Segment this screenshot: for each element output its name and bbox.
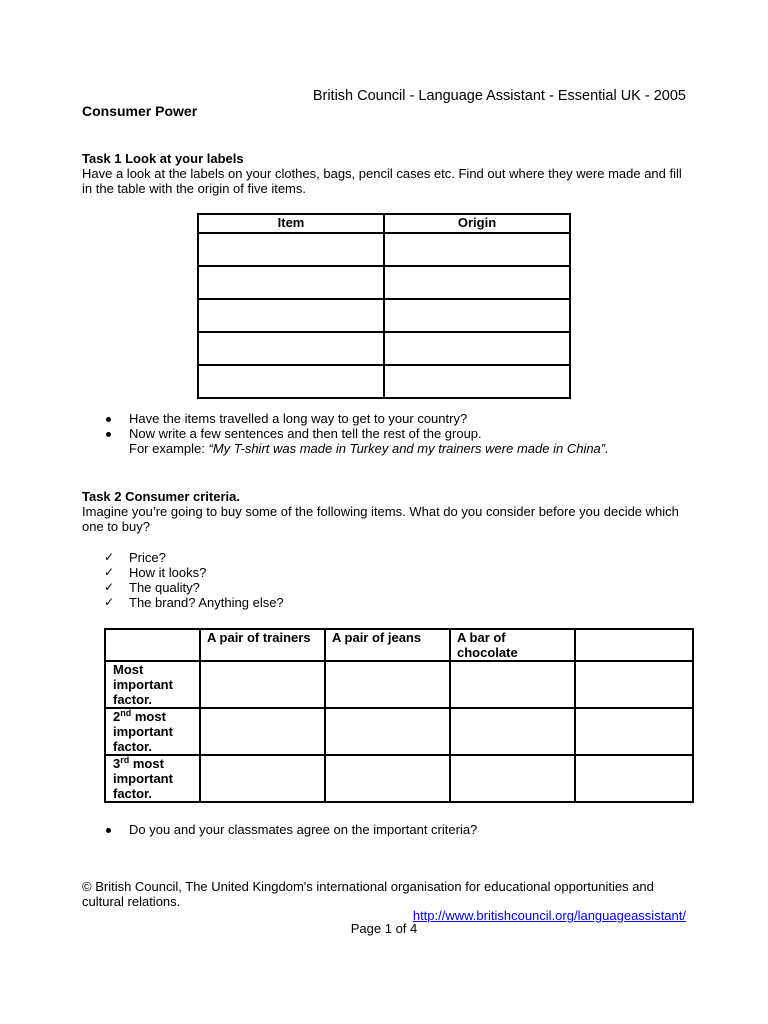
bullet-text: Do you and your classmates agree on the important criteria? bbox=[129, 822, 478, 837]
criteria-checklist bbox=[82, 550, 482, 610]
table-row bbox=[105, 755, 693, 802]
rank-number: 2 bbox=[113, 709, 121, 724]
col-header-blank bbox=[105, 629, 200, 661]
answer-cell[interactable] bbox=[200, 661, 325, 708]
answer-cell[interactable] bbox=[325, 708, 450, 755]
col-header-extra bbox=[575, 629, 693, 661]
check-icon: ✓ bbox=[104, 565, 115, 579]
check-icon: ✓ bbox=[104, 595, 115, 609]
origin-cell[interactable] bbox=[384, 233, 570, 266]
rank-number: 3 bbox=[113, 756, 121, 771]
answer-cell[interactable] bbox=[450, 708, 575, 755]
col-header-trainers: A pair of trainers bbox=[200, 629, 325, 661]
task1-section bbox=[82, 151, 692, 196]
rank-suffix: nd bbox=[120, 708, 132, 718]
list-item bbox=[82, 550, 482, 565]
bullet-text: Now write a few sentences and then tell the rest of the group. bbox=[129, 426, 482, 441]
task2-title: Task 2 Consumer criteria. bbox=[82, 489, 240, 504]
answer-cell[interactable] bbox=[575, 755, 693, 802]
col-header-origin: Origin bbox=[384, 214, 570, 233]
item-cell[interactable] bbox=[198, 299, 384, 332]
rank-text: most important factor. bbox=[113, 709, 173, 754]
origin-cell[interactable] bbox=[384, 299, 570, 332]
bullet-text: Have the items travelled a long way to get to your country? bbox=[129, 411, 468, 426]
document-header: British Council - Language Assistant - Essential UK - 2005 bbox=[312, 88, 686, 104]
table-row bbox=[198, 365, 570, 398]
row-header: Most important factor. bbox=[105, 661, 200, 708]
item-cell[interactable] bbox=[198, 233, 384, 266]
origin-table bbox=[197, 213, 571, 399]
page-title: Consumer Power bbox=[82, 103, 198, 119]
list-item bbox=[82, 595, 482, 610]
check-text: The quality? bbox=[129, 580, 200, 595]
check-text: The brand? Anything else? bbox=[129, 595, 284, 610]
task1-bullets bbox=[82, 411, 692, 456]
example-quote: “My T-shirt was made in Turkey and my trainers were made in China”. bbox=[208, 441, 609, 456]
answer-cell[interactable] bbox=[450, 661, 575, 708]
list-item bbox=[82, 426, 692, 456]
answer-cell[interactable] bbox=[450, 755, 575, 802]
answer-cell[interactable] bbox=[325, 661, 450, 708]
task2-bullets bbox=[82, 822, 692, 837]
rank-suffix: rd bbox=[120, 755, 130, 765]
col-header-chocolate: A bar of chocolate bbox=[450, 629, 575, 661]
origin-cell[interactable] bbox=[384, 332, 570, 365]
check-text: Price? bbox=[129, 550, 166, 565]
list-item bbox=[82, 411, 692, 426]
row-header bbox=[105, 708, 200, 755]
task2-instructions: Imagine you’re going to buy some of the following items. What do you consider before you decide which one to buy? bbox=[82, 504, 679, 534]
col-header-item: Item bbox=[198, 214, 384, 233]
col-header-jeans: A pair of jeans bbox=[325, 629, 450, 661]
answer-cell[interactable] bbox=[575, 661, 693, 708]
task1-instructions: Have a look at the labels on your clothes, bags, pencil cases etc. Find out where they were made and fill in the table with the origin of five items. bbox=[82, 166, 682, 196]
table-row bbox=[105, 661, 693, 708]
item-cell[interactable] bbox=[198, 332, 384, 365]
check-text: How it looks? bbox=[129, 565, 207, 580]
criteria-table bbox=[104, 628, 694, 803]
list-item bbox=[82, 580, 482, 595]
rank-text: most important factor. bbox=[113, 756, 173, 801]
table-row bbox=[198, 233, 570, 266]
answer-cell[interactable] bbox=[325, 755, 450, 802]
table-row bbox=[198, 266, 570, 299]
copyright-notice: © British Council, The United Kingdom's international organisation for educational opportunities and cultural relations. bbox=[82, 879, 654, 909]
item-cell[interactable] bbox=[198, 266, 384, 299]
table-row bbox=[105, 708, 693, 755]
british-council-link[interactable]: http://www.britishcouncil.org/languageassistant/ bbox=[412, 908, 686, 923]
answer-cell[interactable] bbox=[200, 755, 325, 802]
check-icon: ✓ bbox=[104, 550, 115, 564]
origin-cell[interactable] bbox=[384, 365, 570, 398]
check-icon: ✓ bbox=[104, 580, 115, 594]
list-item bbox=[82, 822, 692, 837]
task2-section bbox=[82, 489, 692, 534]
answer-cell[interactable] bbox=[200, 708, 325, 755]
page-number: Page 1 of 4 bbox=[350, 921, 418, 936]
answer-cell[interactable] bbox=[575, 708, 693, 755]
task1-title: Task 1 Look at your labels bbox=[82, 151, 244, 166]
table-row bbox=[198, 332, 570, 365]
origin-cell[interactable] bbox=[384, 266, 570, 299]
example-prefix: For example: bbox=[129, 441, 209, 456]
item-cell[interactable] bbox=[198, 365, 384, 398]
list-item bbox=[82, 565, 482, 580]
table-row bbox=[198, 299, 570, 332]
row-header bbox=[105, 755, 200, 802]
